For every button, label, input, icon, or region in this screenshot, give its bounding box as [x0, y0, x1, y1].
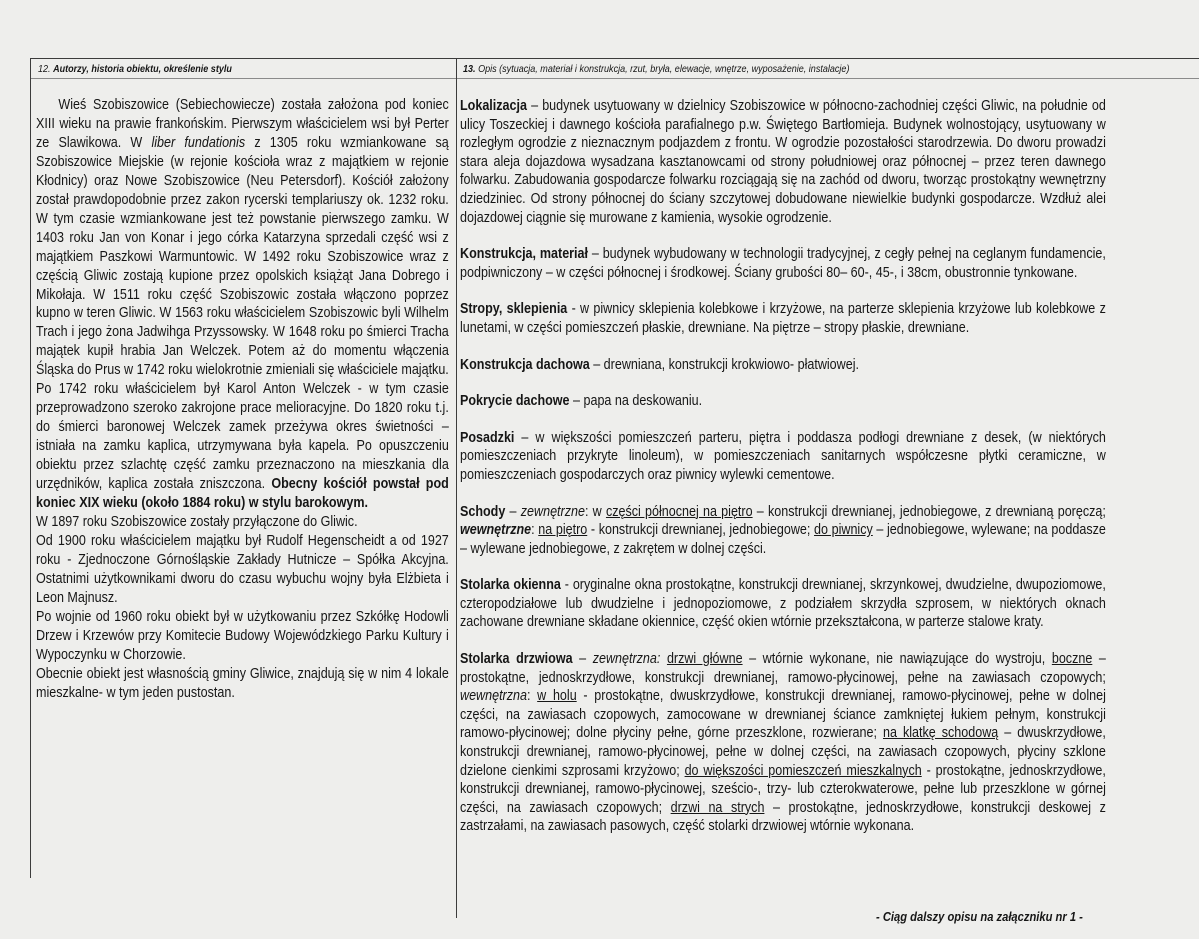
text: – dwuskrzydłowe, konstrukcji drewnianej, ramowo-płycinowej, pełne w dolnej części, na zawiasach czopowych, płyciny szklone dzielone cienkimi szprosami krzyżowo;: [460, 725, 1106, 779]
section-title: Konstrukcja dachowa: [460, 356, 590, 373]
history-paragraph-4: Po wojnie od 1960 roku obiekt był w użytkowaniu przez Szkółkę Hodowli Drzew i Krzewów przy Komitecie Budowy Wojewódzkiego Parku Kultury i Wypoczynku w Chorzowie.: [36, 608, 449, 663]
underlined-term: części północnej na piętro: [605, 503, 753, 520]
left-border: [30, 58, 31, 878]
section-text: – budynek usytuowany w dzielnicy Szobiszowice w północno-zachodniej części Gliwic, na południe od ulicy Toszeckiej i dawnego kościoła parafialnego p.w. Świętego Bartłomieja. Budynek wolnostojący, usytuowany w rozległym ogrodzie z nieznacznym podjazdem z frontu. W ogrodzie pozostałości starodrzewia. Do dworu prowadzi stara aleja dojazdowa wysadzana kasztanowcami od strony południowej oraz północnej – przez teren dawnego folwarku. Zabudowania gospodarcze folwarku rozciągają się na zachód od dworu, tworząc prostokątny wewnętrzny dziedziniec. Od strony północnej do ściany szczytowej dobudowane niewielkie budynki gospodarcze. Wzdłuż alei dojazdowej ciągnie się murowane z kamienia, wysokie ogrodzenie.: [460, 98, 1106, 226]
text: - konstrukcji drewnianej, jednobiegowe;: [587, 522, 815, 539]
top-rule: [30, 58, 1199, 59]
underlined-term: do większości pomieszczeń mieszkalnych: [684, 762, 922, 779]
section-title: Stropy, sklepienia: [460, 301, 568, 318]
section-text: – drewniana, konstrukcji krokwiowo- płatwiowej.: [589, 356, 859, 373]
section-text: – papa na deskowaniu.: [569, 393, 703, 410]
text: - prostokątne, dwuskrzydłowe, konstrukcji drewnianej, ramowo-płycinowej, pełne w dolnej części, na zawiasach czopowych, zamocowane w drewnianej ściance zamkniętej łukiem pełnym, konstrukcji ramowo-płycinowej; dolne płyciny pełne, górne przeszklone, rozwierane;: [460, 688, 1106, 742]
section-title: Konstrukcja, materiał: [460, 246, 589, 263]
section-title: Lokalizacja: [460, 98, 527, 114]
text: – prostokątne, jednoskrzydłowe, konstrukcji deskowej z zastrzałami, na zawiasach pasowych, część stolarki drzwiowej wtórnie wykonana.: [460, 799, 1106, 835]
section-title: Stolarka okienna: [460, 577, 561, 594]
section-stolarka-okienna: [460, 576, 1106, 632]
section-schody: [460, 503, 1106, 559]
liber-fundationis: liber fundationis: [151, 134, 246, 151]
text: wewnętrzna: [460, 688, 527, 705]
text: :: [526, 688, 538, 705]
history-paragraph-3: Od 1900 roku właścicielem majątku był Rudolf Hegenscheidt a od 1927 roku - Zjednoczone Górnośląskie Zakłady Hutnicze – Spółka Akcyjna. Ostatnimi użytkownikami dworu do czasu wybuchu wojny była Elżbieta i Leon Majnusz.: [36, 532, 449, 606]
text: –: [505, 503, 521, 520]
text: :: [531, 522, 539, 539]
section-konstrukcja: [460, 245, 1106, 282]
section-title: Schody: [460, 503, 506, 520]
text: - prostokątne, jednoskrzydłowe, konstrukcji drewnianej, ramowo-płycinowej, sześcio-, trzy- lub czterokwaterowe, pełne lub przeszklone w górnej części, na zawiasach czopowych;: [460, 762, 1106, 816]
section-title: Pokrycie dachowe: [460, 393, 570, 410]
section-text: – budynek wybudowany w technologii tradycyjnej, z cegły pełnej na ceglanym fundamencie, podpiwniczony – w części północnej i środkowej. Ściany grubości 80– 60-, 45-, i 38cm, obustronnie tynkowane.: [460, 246, 1106, 281]
section-lokalizacja: [460, 97, 1106, 227]
left-header-number: 12.: [38, 63, 51, 75]
history-text: Wieś Szobiszowice (Sebiechowiecze) została założona pod koniec XIII wieku na prawie frankońskim. Pierwszym właścicielem wsi był Perter ze Slawikowa. W: [36, 97, 449, 151]
section-posadzki: [460, 429, 1106, 485]
section-text: - w piwnicy sklepienia kolebkowe i krzyżowe, na parterze sklepienia krzyżowe lub kolebkowe z lunetami, w części pomieszczeń płaskie, drewniane. Na piętrze – stropy płaskie, drewniane.: [460, 301, 1106, 336]
text: –: [572, 651, 593, 668]
right-header-number: 13.: [463, 63, 476, 75]
history-paragraph-5: Obecnie obiekt jest własnością gminy Gliwice, znajdują się w nim 4 lokale mieszkalne- w tym jeden pustostan.: [36, 665, 449, 701]
underlined-term: drzwi główne: [666, 651, 743, 668]
text: wewnętrzne: [460, 522, 532, 539]
text: zewnętrzne: [520, 503, 585, 520]
left-header-text: Autorzy, historia obiektu, określenie stylu: [53, 63, 232, 75]
section-konstrukcja-dachowa: [460, 356, 1106, 375]
underlined-term: do piwnicy: [814, 522, 873, 539]
section-pokrycie-dachowe: [460, 392, 1106, 411]
text: – konstrukcji drewnianej, jednobiegowe, z drewnianą poręczą;: [752, 503, 1106, 520]
section-stolarka-drzwiowa: [460, 650, 1106, 836]
section-text: - oryginalne okna prostokątne, konstrukcji drewnianej, skrzynkowej, dwudzielne, dwupoziomowe, czteropodziałowe lub dwudzielne i jednopoziomowe, z podziałem skrzydła szprosem, w niektórych oknach zachowane drewniane składane okiennice, część okien wtórnie przekształcona, w parterze stalowe kraty.: [460, 577, 1106, 631]
text: zewnętrzna:: [592, 651, 661, 668]
right-column-header: [463, 63, 849, 75]
history-paragraph-1: [36, 96, 449, 513]
section-title: Posadzki: [460, 429, 515, 446]
section-title: Stolarka drzwiowa: [460, 651, 573, 668]
underlined-term: na piętro: [538, 522, 588, 539]
underlined-term: boczne: [1051, 651, 1093, 668]
history-column: [36, 96, 449, 703]
underlined-term: na klatkę schodową: [882, 725, 999, 742]
description-column: [460, 97, 1106, 836]
column-divider: [456, 58, 457, 918]
underlined-term: drzwi na strych: [670, 799, 765, 816]
section-stropy: [460, 300, 1106, 337]
church-style-note: Obecny kościół powstał pod koniec XIX wieku (około 1884 roku) w stylu barokowym.: [36, 476, 449, 512]
history-paragraph-2: W 1897 roku Szobiszowice zostały przyłączone do Gliwic.: [36, 513, 358, 530]
history-text-2: z 1305 roku wzmiankowane są Szobiszowice Miejskie (w rejonie kościoła wraz z majątkiem w rejonie Kłodnicy) oraz Nowe Szobiszowice (Neu Petersdorf). Kościół założony został prawdopodobnie przez zakon rycerski templariuszy ok. 1232 roku. W tym czasie wzmiankowane jest też powstanie pierwszego zamku. W 1403 roku Jan von Konar i jego córka Katarzyna sprzedali część wsi z majątkiem Paszkowi Warmuntowic. W 1492 roku Szobiszowice wraz z częścią Gliwic zostają kupione przez opolskich książąt Jana Dobrego i Mikołaja. W 1511 roku część Szobiszowic została włączono poprzez kupno w teren Gliwic. W 1563 roku właścicielem Szobiszowic byli Wilhelm Trach i jego żona Jadwihga Przyssowsky. W 1648 roku po śmierci Tracha majątek kupił hrabia Jan Welczek. Potem aż do momentu włączenia Śląska do Prus w 1742 roku wielokrotnie zmieniali się właściciele majątku. Po 1742 roku właścicielem był Karol Anton Welczek - w tym czasie przeprowadzono szeroko zakrojone prace melioracyjne. Do 1820 roku t.j. do śmierci baronowej Welczek zamek przeżywa okres świetności – istniała na zamku kaplica, utrzymywana była kapela. Po opuszczeniu obiektu przez szlachtę część zamku przeznaczono na mieszkania dla urzędników, kaplica została zniszczona.: [36, 134, 449, 493]
section-text: – w większości pomieszczeń parteru, piętra i poddasza podłogi drewniane z desek, (w niektórych pomieszczeniach przykryte linoleum), w pomieszczeniach sanitarnych współczesne płytki ceramiczne, w pomieszczeniach gospodarczych oraz piwnicy wylewki cementowe.: [460, 429, 1106, 483]
text: [660, 651, 667, 667]
right-header-text: Opis (sytuacja, materiał i konstrukcja, rzut, bryła, elewacje, wnętrze, wyposażenie, instalacje): [478, 63, 850, 75]
text: : w: [584, 503, 606, 520]
header-rule: [30, 78, 1199, 79]
text: – prostokątne, jednoskrzydłowe, konstrukcji drewnianej, ramowo-płycinowej, pełne na zawiasach czopowych;: [460, 651, 1106, 686]
text: – wtórnie wykonane, nie nawiązujące do wystroju,: [742, 651, 1052, 668]
left-column-header: [38, 63, 232, 75]
continuation-note: - Ciąg dalszy opisu na załączniku nr 1 -: [876, 909, 1083, 924]
text: – jednobiegowe, wylewane; na poddasze – wylewane jednobiegowe, z zakrętem w dolnej części.: [460, 522, 1106, 557]
underlined-term: w holu: [537, 688, 577, 705]
